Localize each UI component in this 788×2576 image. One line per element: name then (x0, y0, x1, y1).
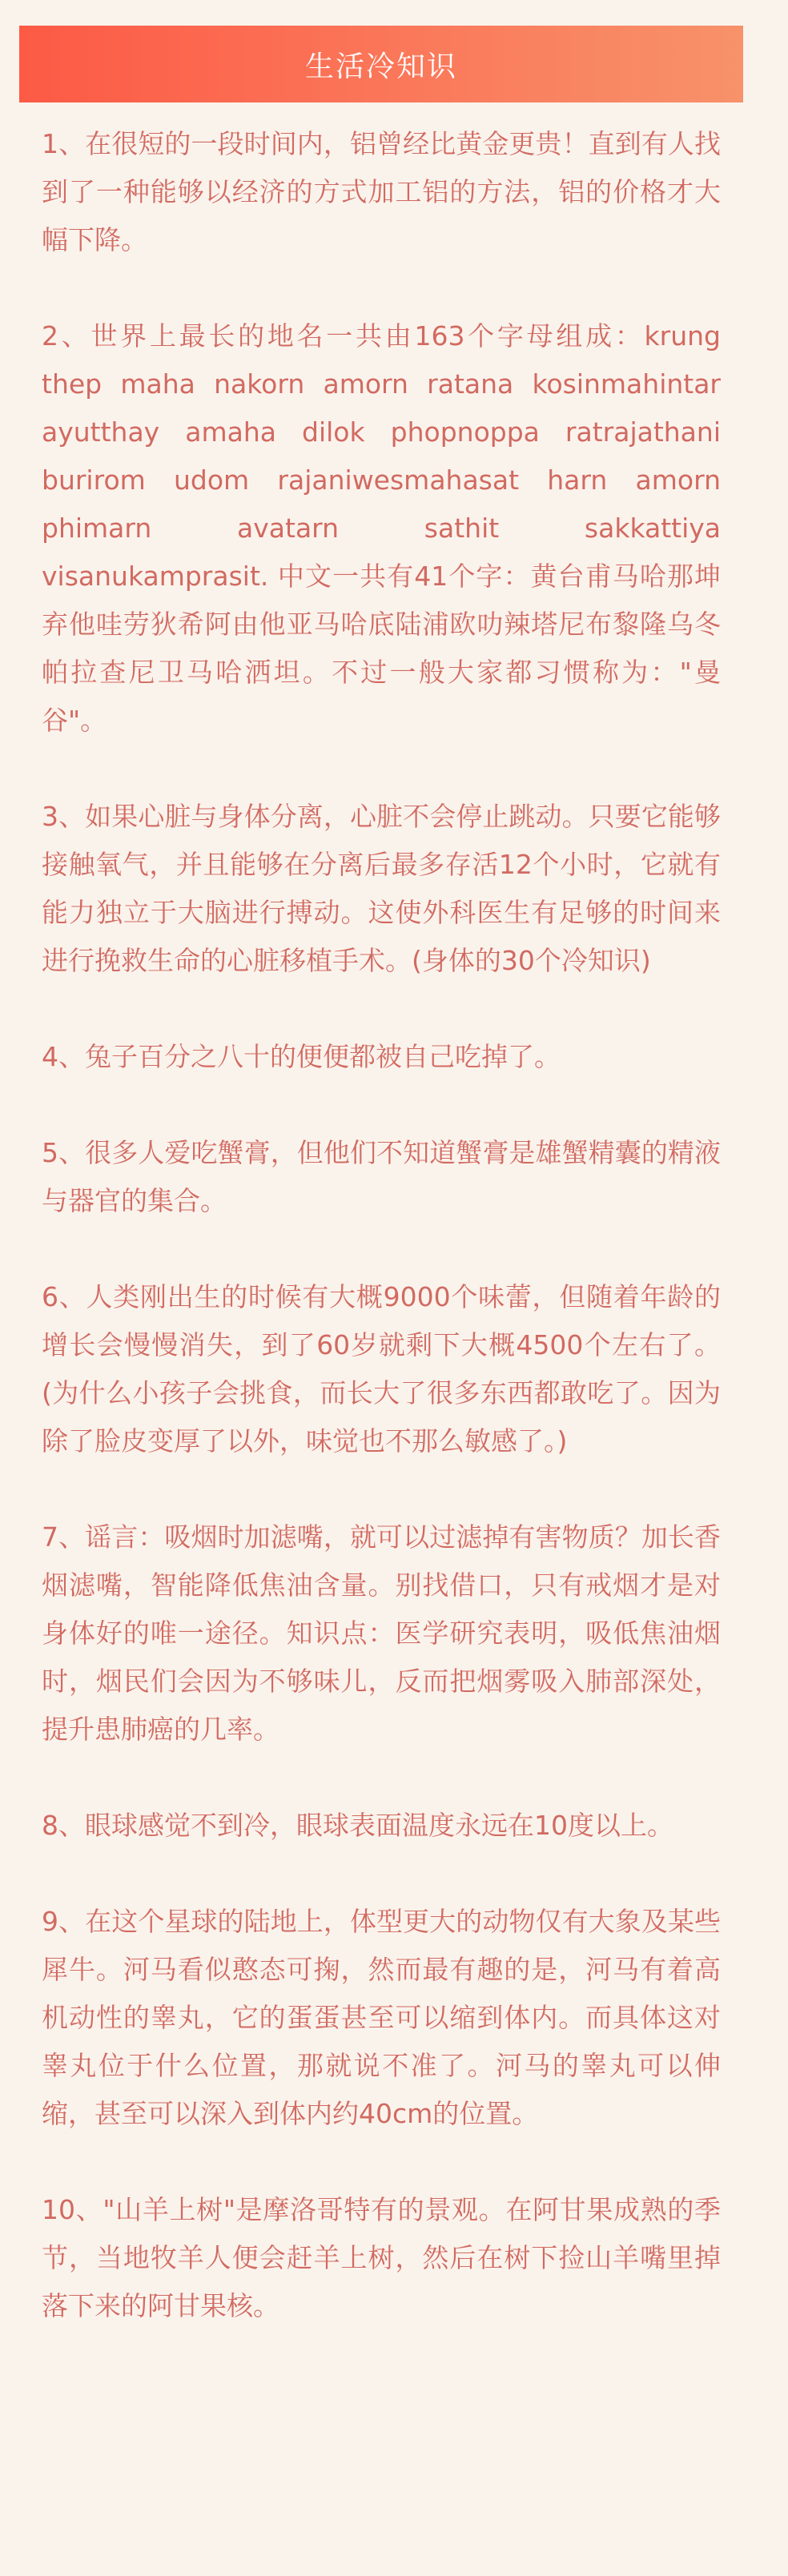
fact-item-4: 4、兔子百分之八十的便便都被自己吃掉了。 (42, 1041, 561, 1072)
fact-item-6: 6、人类刚出生的时候有大概9000个味蕾，但随着年龄的增长会慢慢消失，到了60岁就剩下大概4500个左右了。(为什么小孩子会挑食，而长大了很多东西都敢吃了。因为除了脸皮变厚了以外，味觉也不那么敏感了。) (42, 1281, 721, 1457)
fact-item-5: 5、很多人爱吃蟹膏，但他们不知道蟹膏是雄蟹精囊的精液与器官的集合。 (42, 1137, 721, 1216)
title-banner (19, 26, 743, 102)
fact-item-2: 2、世界上最长的地名一共由163个字母组成：krung thep maha nakorn amorn ratana kosinmahintar ayutthay amaha dilok phopnoppa ratrajathani burirom udom rajaniwesmahasat harn amorn phimarn avatarn sathit sakkattiya visanukamprasit. 中文一共有41个字：黄台甫马哈那坤弃他哇劳狄希阿由他亚马哈底陆浦欧叻辣塔尼布黎隆乌冬帕拉查尼卫马哈洒坦。不过一般大家都习惯称为："曼谷"。 (42, 320, 721, 736)
fact-item-1: 1、在很短的一段时间内，铝曾经比黄金更贵！直到有人找到了一种能够以经济的方式加工铝的方法，铝的价格才大幅下降。 (42, 128, 721, 255)
fact-item-10: 10、"山羊上树"是摩洛哥特有的景观。在阿甘果成熟的季节，当地牧羊人便会赶羊上树，然后在树下捡山羊嘴里掉落下来的阿甘果核。 (42, 2194, 721, 2321)
fact-list (42, 120, 721, 2330)
fact-item-8: 8、眼球感觉不到冷，眼球表面温度永远在10度以上。 (42, 1810, 673, 1841)
page-title: 生活冷知识 (304, 50, 457, 83)
fact-item-9: 9、在这个星球的陆地上，体型更大的动物仅有大象及某些犀牛。河马看似憨态可掬，然而最有趣的是，河马有着高机动性的睾丸，它的蛋蛋甚至可以缩到体内。而具体这对睾丸位于什么位置，那就说不准了。河马的睾丸可以伸缩，甚至可以深入到体内约40cm的位置。 (42, 1906, 721, 2129)
fact-item-3: 3、如果心脏与身体分离，心脏不会停止跳动。只要它能够接触氧气，并且能够在分离后最多存活12个小时，它就有能力独立于大脑进行搏动。这使外科医生有足够的时间来进行挽救生命的心脏移植手术。(身体的30个冷知识) (42, 801, 721, 976)
fact-item-7: 7、谣言：吸烟时加滤嘴，就可以过滤掉有害物质？加长香烟滤嘴，智能降低焦油含量。别找借口，只有戒烟才是对身体好的唯一途径。知识点：医学研究表明，吸低焦油烟时，烟民们会因为不够味儿，反而把烟雾吸入肺部深处，提升患肺癌的几率。 (42, 1521, 721, 1745)
